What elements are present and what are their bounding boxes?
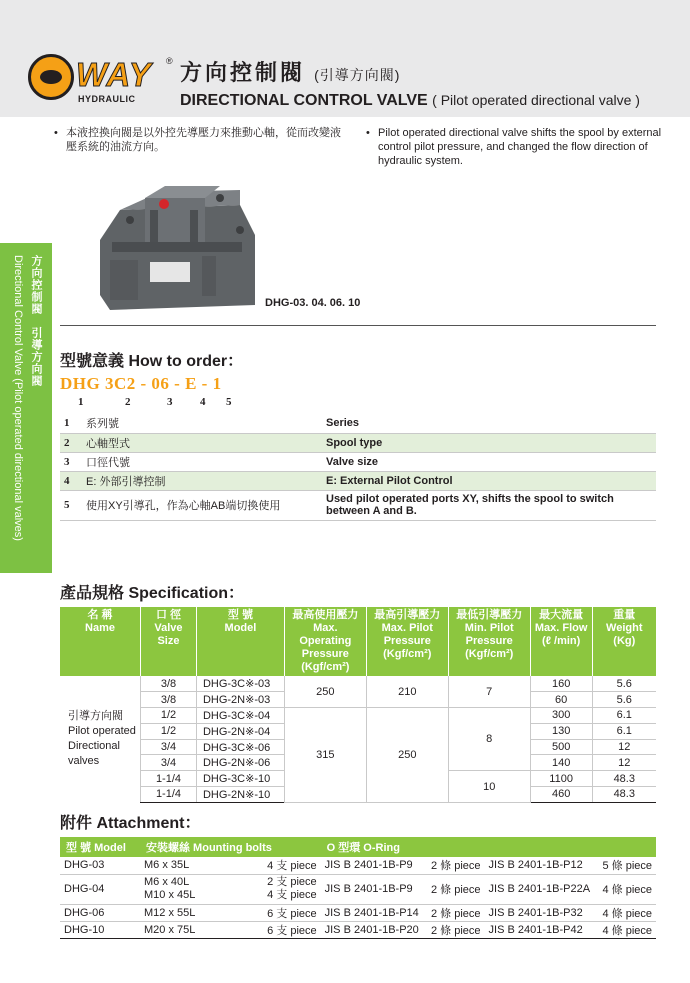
bolt-qty-cell: 2 支 piece 4 支 piece xyxy=(232,874,321,904)
oring-spec-cell: JIS B 2401-1B-P12 xyxy=(485,857,597,874)
bullet-icon: • xyxy=(54,127,58,139)
flow-cell: 130 xyxy=(530,723,592,739)
bullet-icon: • xyxy=(366,127,370,139)
model-cell: DHG-3C※-03 xyxy=(196,676,284,692)
order-section-title: 型號意義 How to order： xyxy=(60,353,244,370)
bolt-qty-cell: 4 支 piece xyxy=(232,857,321,874)
table-row xyxy=(60,414,656,433)
col-header-bolts: 安裝螺絲 Mounting bolts xyxy=(140,837,321,857)
order-row-zh: 口徑代號 xyxy=(86,456,130,469)
flow-cell: 500 xyxy=(530,739,592,755)
col-header-max-flow: 最大流量 Max. Flow (ℓ /min) xyxy=(530,607,592,676)
table-row xyxy=(60,921,656,938)
bolt-spec-cell: M6 x 40L M10 x 45L xyxy=(140,874,232,904)
size-cell: 3/8 xyxy=(141,692,197,708)
col-header-oring: O 型環 O-Ring xyxy=(321,837,656,857)
size-cell: 1-1/4 xyxy=(141,787,197,803)
table-row xyxy=(60,433,656,452)
side-tab-zh: 方向控制閥 引導方向閥 xyxy=(30,255,42,387)
flow-cell: 160 xyxy=(530,676,592,692)
model-cell: DHG-3C※-06 xyxy=(196,739,284,755)
weight-cell: 6.1 xyxy=(592,708,656,724)
attachment-section-title: 附件 Attachment： xyxy=(60,815,201,832)
table-row xyxy=(60,857,656,874)
order-row-number: 1 xyxy=(64,417,70,430)
min-pilot-cell: 8 xyxy=(448,708,530,771)
weight-cell: 12 xyxy=(592,755,656,771)
oring-spec-cell: JIS B 2401-1B-P9 xyxy=(321,857,426,874)
weight-cell: 48.3 xyxy=(592,771,656,787)
order-row-en: E: External Pilot Control xyxy=(322,471,656,490)
oring-qty-cell: 2 條 piece xyxy=(425,904,484,921)
oring-qty-cell: 5 條 piece xyxy=(597,857,656,874)
max-pressure-cell: 315 xyxy=(284,708,366,803)
table-header-row xyxy=(60,607,656,676)
order-row-en: Valve size xyxy=(326,455,378,468)
order-table xyxy=(60,414,656,521)
order-row-en: Spool type xyxy=(322,433,656,452)
weight-cell: 5.6 xyxy=(592,676,656,692)
logo-wordmark: WAY xyxy=(76,56,152,93)
table-row xyxy=(60,471,656,490)
oring-spec-cell: JIS B 2401-1B-P32 xyxy=(485,904,597,921)
bolt-spec-cell: M6 x 35L xyxy=(140,857,232,874)
table-row xyxy=(60,874,656,904)
page-title-en: DIRECTIONAL CONTROL VALVE ( Pilot operated directional valve ) xyxy=(180,92,640,109)
order-row-number: 4 xyxy=(60,471,82,490)
oring-qty-cell: 4 條 piece xyxy=(597,874,656,904)
intro-en: • Pilot operated directional valve shifts the spool by external control pilot pressure, and changed the flow direction of hydraulic system. xyxy=(366,127,662,167)
table-row xyxy=(60,452,656,471)
size-cell: 3/8 xyxy=(141,676,197,692)
col-header-max-pilot: 最高引導壓力 Max. Pilot Pressure (Kgf/cm²) xyxy=(366,607,448,676)
max-pilot-cell: 250 xyxy=(366,708,448,803)
model-cell: DHG-2N※-10 xyxy=(196,787,284,803)
size-cell: 3/4 xyxy=(141,755,197,771)
flow-cell: 300 xyxy=(530,708,592,724)
spec-table xyxy=(60,607,656,803)
page-title-zh: 方向控制閥 (引導方向閥) xyxy=(180,60,401,85)
flow-cell: 60 xyxy=(530,692,592,708)
col-header-weight: 重量 Weight (Kg) xyxy=(592,607,656,676)
bolt-qty-cell: 6 支 piece xyxy=(232,921,321,938)
page-title-en-sub: ( Pilot operated directional valve ) xyxy=(432,92,640,108)
order-row-zh: 系列號 xyxy=(86,418,119,431)
max-pilot-cell: 210 xyxy=(366,676,448,708)
brand-logo xyxy=(28,54,178,106)
order-row-zh: 心軸型式 xyxy=(82,433,322,452)
oring-spec-cell: JIS B 2401-1B-P9 xyxy=(321,874,426,904)
order-row-en: Series xyxy=(326,417,360,430)
table-row xyxy=(60,676,656,692)
size-cell: 1/2 xyxy=(141,708,197,724)
order-row-number: 5 xyxy=(64,499,70,511)
registered-mark: ® xyxy=(166,56,173,66)
section-divider xyxy=(60,325,656,326)
weight-cell: 5.6 xyxy=(592,692,656,708)
oring-spec-cell: JIS B 2401-1B-P22A xyxy=(485,874,597,904)
att-model-cell: DHG-10 xyxy=(60,921,140,938)
attachment-table xyxy=(60,837,656,939)
bolt-qty-cell: 6 支 piece xyxy=(232,904,321,921)
col-header-min-pilot: 最低引導壓力 Min. Pilot Pressure (Kgf/cm²) xyxy=(448,607,530,676)
page-title-zh-sub: (引導方向閥) xyxy=(314,67,401,83)
col-header-name: 名 稱 Name xyxy=(60,607,141,676)
col-header-size: 口 徑 Valve Size xyxy=(141,607,197,676)
spec-name-cell: 引導方向閥 Pilot operated Directional valves xyxy=(68,710,136,768)
col-header-max-pressure: 最高使用壓力 Max. Operating Pressure (Kgf/cm²) xyxy=(284,607,366,676)
col-header-model: 型 號 Model xyxy=(60,837,140,857)
model-cell: DHG-2N※-06 xyxy=(196,755,284,771)
min-pilot-cell: 10 xyxy=(448,771,530,803)
page-header xyxy=(0,0,690,117)
flow-cell: 1100 xyxy=(530,771,592,787)
side-tab xyxy=(0,243,52,573)
weight-cell: 48.3 xyxy=(592,787,656,803)
size-cell: 1/2 xyxy=(141,723,197,739)
order-row-number: 2 xyxy=(60,433,82,452)
oring-qty-cell: 2 條 piece xyxy=(425,921,484,938)
model-cell: DHG-2N※-03 xyxy=(196,692,284,708)
oring-spec-cell: JIS B 2401-1B-P14 xyxy=(321,904,426,921)
oring-qty-cell: 2 條 piece xyxy=(425,857,484,874)
order-row-en: Used pilot operated ports XY, shifts the spool to switch between A and B. xyxy=(326,493,614,517)
bolt-spec-cell: M20 x 75L xyxy=(140,921,232,938)
order-code-number: 1 xyxy=(78,396,84,408)
order-code-number: 3 xyxy=(167,396,173,408)
order-code-number: 4 xyxy=(200,396,206,408)
table-row xyxy=(60,708,656,724)
oring-qty-cell: 4 條 piece xyxy=(597,921,656,938)
att-model-cell: DHG-06 xyxy=(60,904,140,921)
oring-spec-cell: JIS B 2401-1B-P42 xyxy=(485,921,597,938)
order-code: DHG 3C2 - 06 - E - 1 xyxy=(60,374,222,393)
size-cell: 3/4 xyxy=(141,739,197,755)
flow-cell: 460 xyxy=(530,787,592,803)
oring-qty-cell: 4 條 piece xyxy=(597,904,656,921)
photo-caption: DHG-03. 04. 06. 10 xyxy=(265,297,361,309)
model-cell: DHG-3C※-04 xyxy=(196,708,284,724)
order-row-zh: E: 外部引導控制 xyxy=(82,471,322,490)
model-cell: DHG-2N※-04 xyxy=(196,723,284,739)
max-pressure-cell: 250 xyxy=(284,676,366,708)
att-model-cell: DHG-04 xyxy=(60,874,140,904)
intro-zh: • 本液控換向閥是以外控先導壓力來推動心軸，從而改變液壓系統的油流方向。 xyxy=(54,127,341,153)
order-row-zh: 使用XY引導孔，作為心軸AB端切換使用 xyxy=(86,500,281,512)
att-model-cell: DHG-03 xyxy=(60,857,140,874)
spec-section-title: 產品規格 Specification： xyxy=(60,585,245,602)
weight-cell: 6.1 xyxy=(592,723,656,739)
table-row xyxy=(60,904,656,921)
col-header-model: 型 號 Model xyxy=(196,607,284,676)
valve-photo xyxy=(90,180,260,315)
table-header-row xyxy=(60,837,656,857)
order-code-number: 2 xyxy=(125,396,131,408)
logo-o-icon xyxy=(28,54,74,100)
flow-cell: 140 xyxy=(530,755,592,771)
table-row xyxy=(60,490,656,520)
logo-subtitle: HYDRAULIC xyxy=(78,94,136,104)
order-code-number: 5 xyxy=(226,396,232,408)
oring-qty-cell: 2 條 piece xyxy=(425,874,484,904)
min-pilot-cell: 7 xyxy=(448,676,530,708)
weight-cell: 12 xyxy=(592,739,656,755)
oring-spec-cell: JIS B 2401-1B-P20 xyxy=(321,921,426,938)
size-cell: 1-1/4 xyxy=(141,771,197,787)
side-tab-en: Directional Control Valve (Pilot operated directional valves) xyxy=(12,255,24,541)
bolt-spec-cell: M12 x 55L xyxy=(140,904,232,921)
order-row-number: 3 xyxy=(64,455,70,468)
model-cell: DHG-3C※-10 xyxy=(196,771,284,787)
